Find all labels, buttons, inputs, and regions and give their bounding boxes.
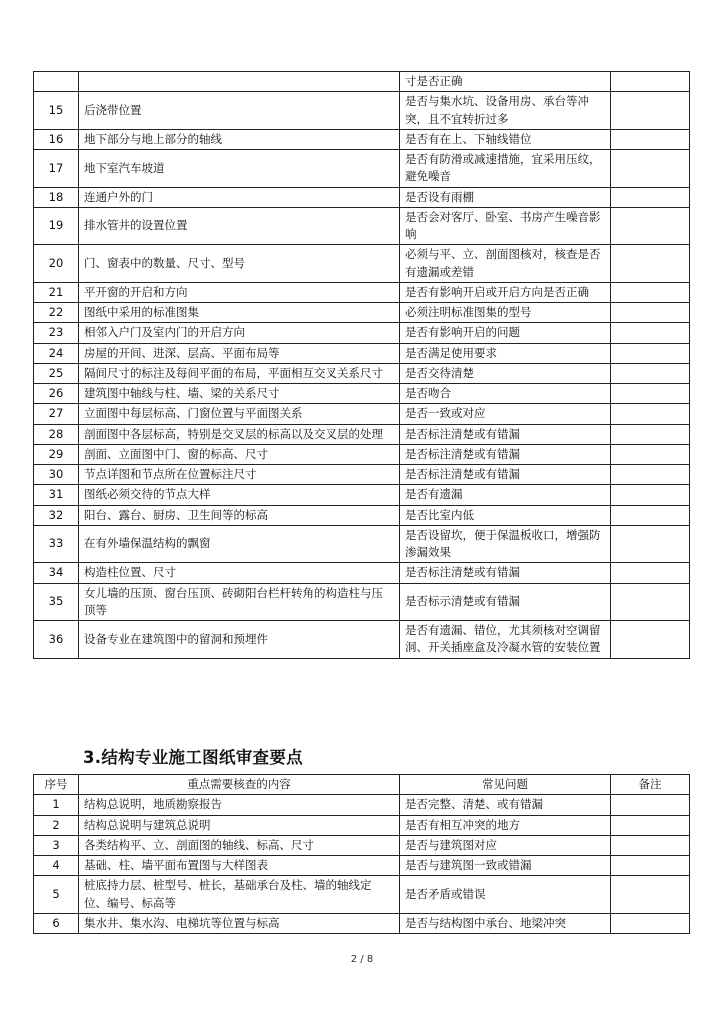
table-row	[34, 525, 690, 563]
architecture-review-table	[33, 71, 690, 659]
cell-item: 设备专业在建筑图中的留洞和预埋件	[79, 621, 400, 659]
cell-item: 构造柱位置、尺寸	[79, 563, 400, 583]
cell-issue: 是否与建筑图对应	[400, 835, 611, 855]
cell-item: 结构总说明，地质勘察报告	[79, 795, 400, 815]
cell-issue: 是否与建筑图一致或错漏	[400, 856, 611, 876]
cell-note	[611, 505, 690, 525]
cell-no: 15	[34, 92, 79, 130]
cell-note	[611, 835, 690, 855]
cell-issue: 是否标注清楚或有错漏	[400, 563, 611, 583]
cell-note	[611, 245, 690, 283]
header-note: 备注	[611, 775, 690, 795]
page-number: 2 / 8	[350, 954, 374, 965]
cell-no	[34, 72, 79, 92]
cell-no: 25	[34, 363, 79, 383]
cell-note	[611, 129, 690, 149]
cell-no: 27	[34, 404, 79, 424]
cell-no: 21	[34, 282, 79, 302]
table-row	[34, 621, 690, 659]
cell-item: 地下部分与地上部分的轴线	[79, 129, 400, 149]
table-row	[34, 303, 690, 323]
cell-no: 5	[34, 876, 79, 914]
table-row	[34, 815, 690, 835]
cell-item: 后浇带位置	[79, 92, 400, 130]
cell-item: 地下室汽车坡道	[79, 150, 400, 188]
table-row	[34, 363, 690, 383]
cell-item: 剖面图中各层标高，特别是交叉层的标高以及交叉层的处理	[79, 424, 400, 444]
cell-issue: 是否矛盾或错误	[400, 876, 611, 914]
cell-item: 集水井、集水沟、电梯坑等位置与标高	[79, 913, 400, 933]
table-row	[34, 384, 690, 404]
cell-issue: 是否标示清楚或有错漏	[400, 583, 611, 621]
cell-issue: 是否有遗漏、错位，尤其须核对空调留洞、开关插座盒及冷凝水管的安装位置	[400, 621, 611, 659]
cell-issue: 是否比室内低	[400, 505, 611, 525]
cell-note	[611, 795, 690, 815]
table-row	[34, 856, 690, 876]
cell-item: 平开窗的开启和方向	[79, 282, 400, 302]
cell-item: 阳台、露台、厨房、卫生间等的标高	[79, 505, 400, 525]
header-item: 重点需要核查的内容	[79, 775, 400, 795]
table-row	[34, 343, 690, 363]
cell-issue: 是否吻合	[400, 384, 611, 404]
cell-issue: 寸是否正确	[400, 72, 611, 92]
table-row	[34, 913, 690, 933]
cell-note	[611, 72, 690, 92]
table-row	[34, 583, 690, 621]
cell-no: 29	[34, 444, 79, 464]
header-issue: 常见问题	[400, 775, 611, 795]
structure-review-table	[33, 774, 690, 934]
cell-item: 图纸必须交待的节点大样	[79, 485, 400, 505]
cell-note	[611, 621, 690, 659]
table-row	[34, 505, 690, 525]
cell-no: 36	[34, 621, 79, 659]
cell-note	[611, 525, 690, 563]
cell-issue: 是否一致或对应	[400, 404, 611, 424]
cell-no: 20	[34, 245, 79, 283]
cell-item: 女儿墙的压顶、窗台压顶、砖砌阳台栏杆转角的构造柱与压顶等	[79, 583, 400, 621]
cell-note	[611, 563, 690, 583]
cell-note	[611, 323, 690, 343]
cell-issue: 必须注明标准图集的型号	[400, 303, 611, 323]
cell-no: 24	[34, 343, 79, 363]
cell-note	[611, 343, 690, 363]
cell-item: 立面图中每层标高、门窗位置与平面图关系	[79, 404, 400, 424]
cell-no: 3	[34, 835, 79, 855]
cell-issue: 是否有遗漏	[400, 485, 611, 505]
cell-note	[611, 444, 690, 464]
cell-item: 节点详图和节点所在位置标注尺寸	[79, 465, 400, 485]
table-row	[34, 282, 690, 302]
table-row	[34, 444, 690, 464]
cell-no: 22	[34, 303, 79, 323]
cell-issue: 是否设有雨棚	[400, 187, 611, 207]
cell-note	[611, 150, 690, 188]
cell-no: 19	[34, 207, 79, 245]
cell-no: 16	[34, 129, 79, 149]
cell-note	[611, 282, 690, 302]
cell-issue: 是否有相互冲突的地方	[400, 815, 611, 835]
table-row	[34, 563, 690, 583]
cell-item: 桩底持力层、桩型号、桩长，基础承台及柱、墙的轴线定位、编号、标高等	[79, 876, 400, 914]
cell-no: 17	[34, 150, 79, 188]
cell-no: 23	[34, 323, 79, 343]
architecture-review-table-body	[34, 72, 690, 659]
cell-note	[611, 465, 690, 485]
section-title: 3.结构专业施工图纸审查要点	[83, 748, 303, 767]
cell-issue: 是否与集水坑、设备用房、承台等冲突，且不宜转折过多	[400, 92, 611, 130]
cell-issue: 是否满足使用要求	[400, 343, 611, 363]
cell-item: 各类结构平、立、剖面图的轴线、标高、尺寸	[79, 835, 400, 855]
cell-note	[611, 856, 690, 876]
cell-item: 相邻入户门及室内门的开启方向	[79, 323, 400, 343]
table-row	[34, 404, 690, 424]
table-row	[34, 424, 690, 444]
cell-issue: 是否会对客厅、卧室、书房产生噪音影响	[400, 207, 611, 245]
header-no: 序号	[34, 775, 79, 795]
table-row	[34, 835, 690, 855]
cell-issue: 是否有在上、下轴线错位	[400, 129, 611, 149]
structure-review-table-body	[34, 795, 690, 934]
cell-item: 在有外墙保温结构的飘窗	[79, 525, 400, 563]
cell-note	[611, 485, 690, 505]
cell-note	[611, 384, 690, 404]
cell-no: 4	[34, 856, 79, 876]
cell-issue: 是否完整、清楚、或有错漏	[400, 795, 611, 815]
cell-item: 连通户外的门	[79, 187, 400, 207]
cell-note	[611, 92, 690, 130]
cell-item	[79, 72, 400, 92]
cell-no: 6	[34, 913, 79, 933]
table-row	[34, 485, 690, 505]
cell-issue: 是否标注清楚或有错漏	[400, 424, 611, 444]
cell-no: 31	[34, 485, 79, 505]
cell-issue: 是否标注清楚或有错漏	[400, 465, 611, 485]
cell-note	[611, 363, 690, 383]
table-row	[34, 795, 690, 815]
cell-item: 结构总说明与建筑总说明	[79, 815, 400, 835]
table-row	[34, 129, 690, 149]
table-header-row	[34, 775, 690, 795]
cell-note	[611, 424, 690, 444]
cell-note	[611, 913, 690, 933]
cell-no: 34	[34, 563, 79, 583]
cell-item: 图纸中采用的标准图集	[79, 303, 400, 323]
table-row	[34, 187, 690, 207]
cell-issue: 是否设留坎，便于保温板收口，增强防渗漏效果	[400, 525, 611, 563]
cell-note	[611, 187, 690, 207]
table-row	[34, 323, 690, 343]
cell-note	[611, 583, 690, 621]
cell-no: 28	[34, 424, 79, 444]
cell-item: 门、窗表中的数量、尺寸、型号	[79, 245, 400, 283]
cell-note	[611, 303, 690, 323]
cell-issue: 是否有防滑或减速措施，宜采用压纹，避免噪音	[400, 150, 611, 188]
cell-no: 26	[34, 384, 79, 404]
table-row	[34, 207, 690, 245]
cell-item: 房屋的开间、进深、层高、平面布局等	[79, 343, 400, 363]
cell-note	[611, 207, 690, 245]
table-row	[34, 876, 690, 914]
cell-note	[611, 876, 690, 914]
cell-no: 30	[34, 465, 79, 485]
table-row	[34, 245, 690, 283]
table-row	[34, 72, 690, 92]
cell-no: 35	[34, 583, 79, 621]
cell-issue: 是否有影响开启或开启方向是否正确	[400, 282, 611, 302]
cell-no: 32	[34, 505, 79, 525]
table-row	[34, 465, 690, 485]
cell-issue: 是否有影响开启的问题	[400, 323, 611, 343]
cell-no: 1	[34, 795, 79, 815]
cell-item: 隔间尺寸的标注及每间平面的布局，平面相互交叉关系尺寸	[79, 363, 400, 383]
cell-item: 剖面、立面图中门、窗的标高、尺寸	[79, 444, 400, 464]
cell-no: 2	[34, 815, 79, 835]
cell-issue: 必须与平、立、剖面图核对，核查是否有遗漏或差错	[400, 245, 611, 283]
cell-no: 18	[34, 187, 79, 207]
cell-item: 建筑图中轴线与柱、墙、梁的关系尺寸	[79, 384, 400, 404]
cell-issue: 是否交待清楚	[400, 363, 611, 383]
cell-item: 排水管井的设置位置	[79, 207, 400, 245]
table-row	[34, 92, 690, 130]
cell-no: 33	[34, 525, 79, 563]
table-row	[34, 150, 690, 188]
cell-issue: 是否与结构图中承台、地梁冲突	[400, 913, 611, 933]
cell-issue: 是否标注清楚或有错漏	[400, 444, 611, 464]
cell-note	[611, 815, 690, 835]
cell-item: 基础、柱、墙平面布置图与大样图表	[79, 856, 400, 876]
cell-note	[611, 404, 690, 424]
